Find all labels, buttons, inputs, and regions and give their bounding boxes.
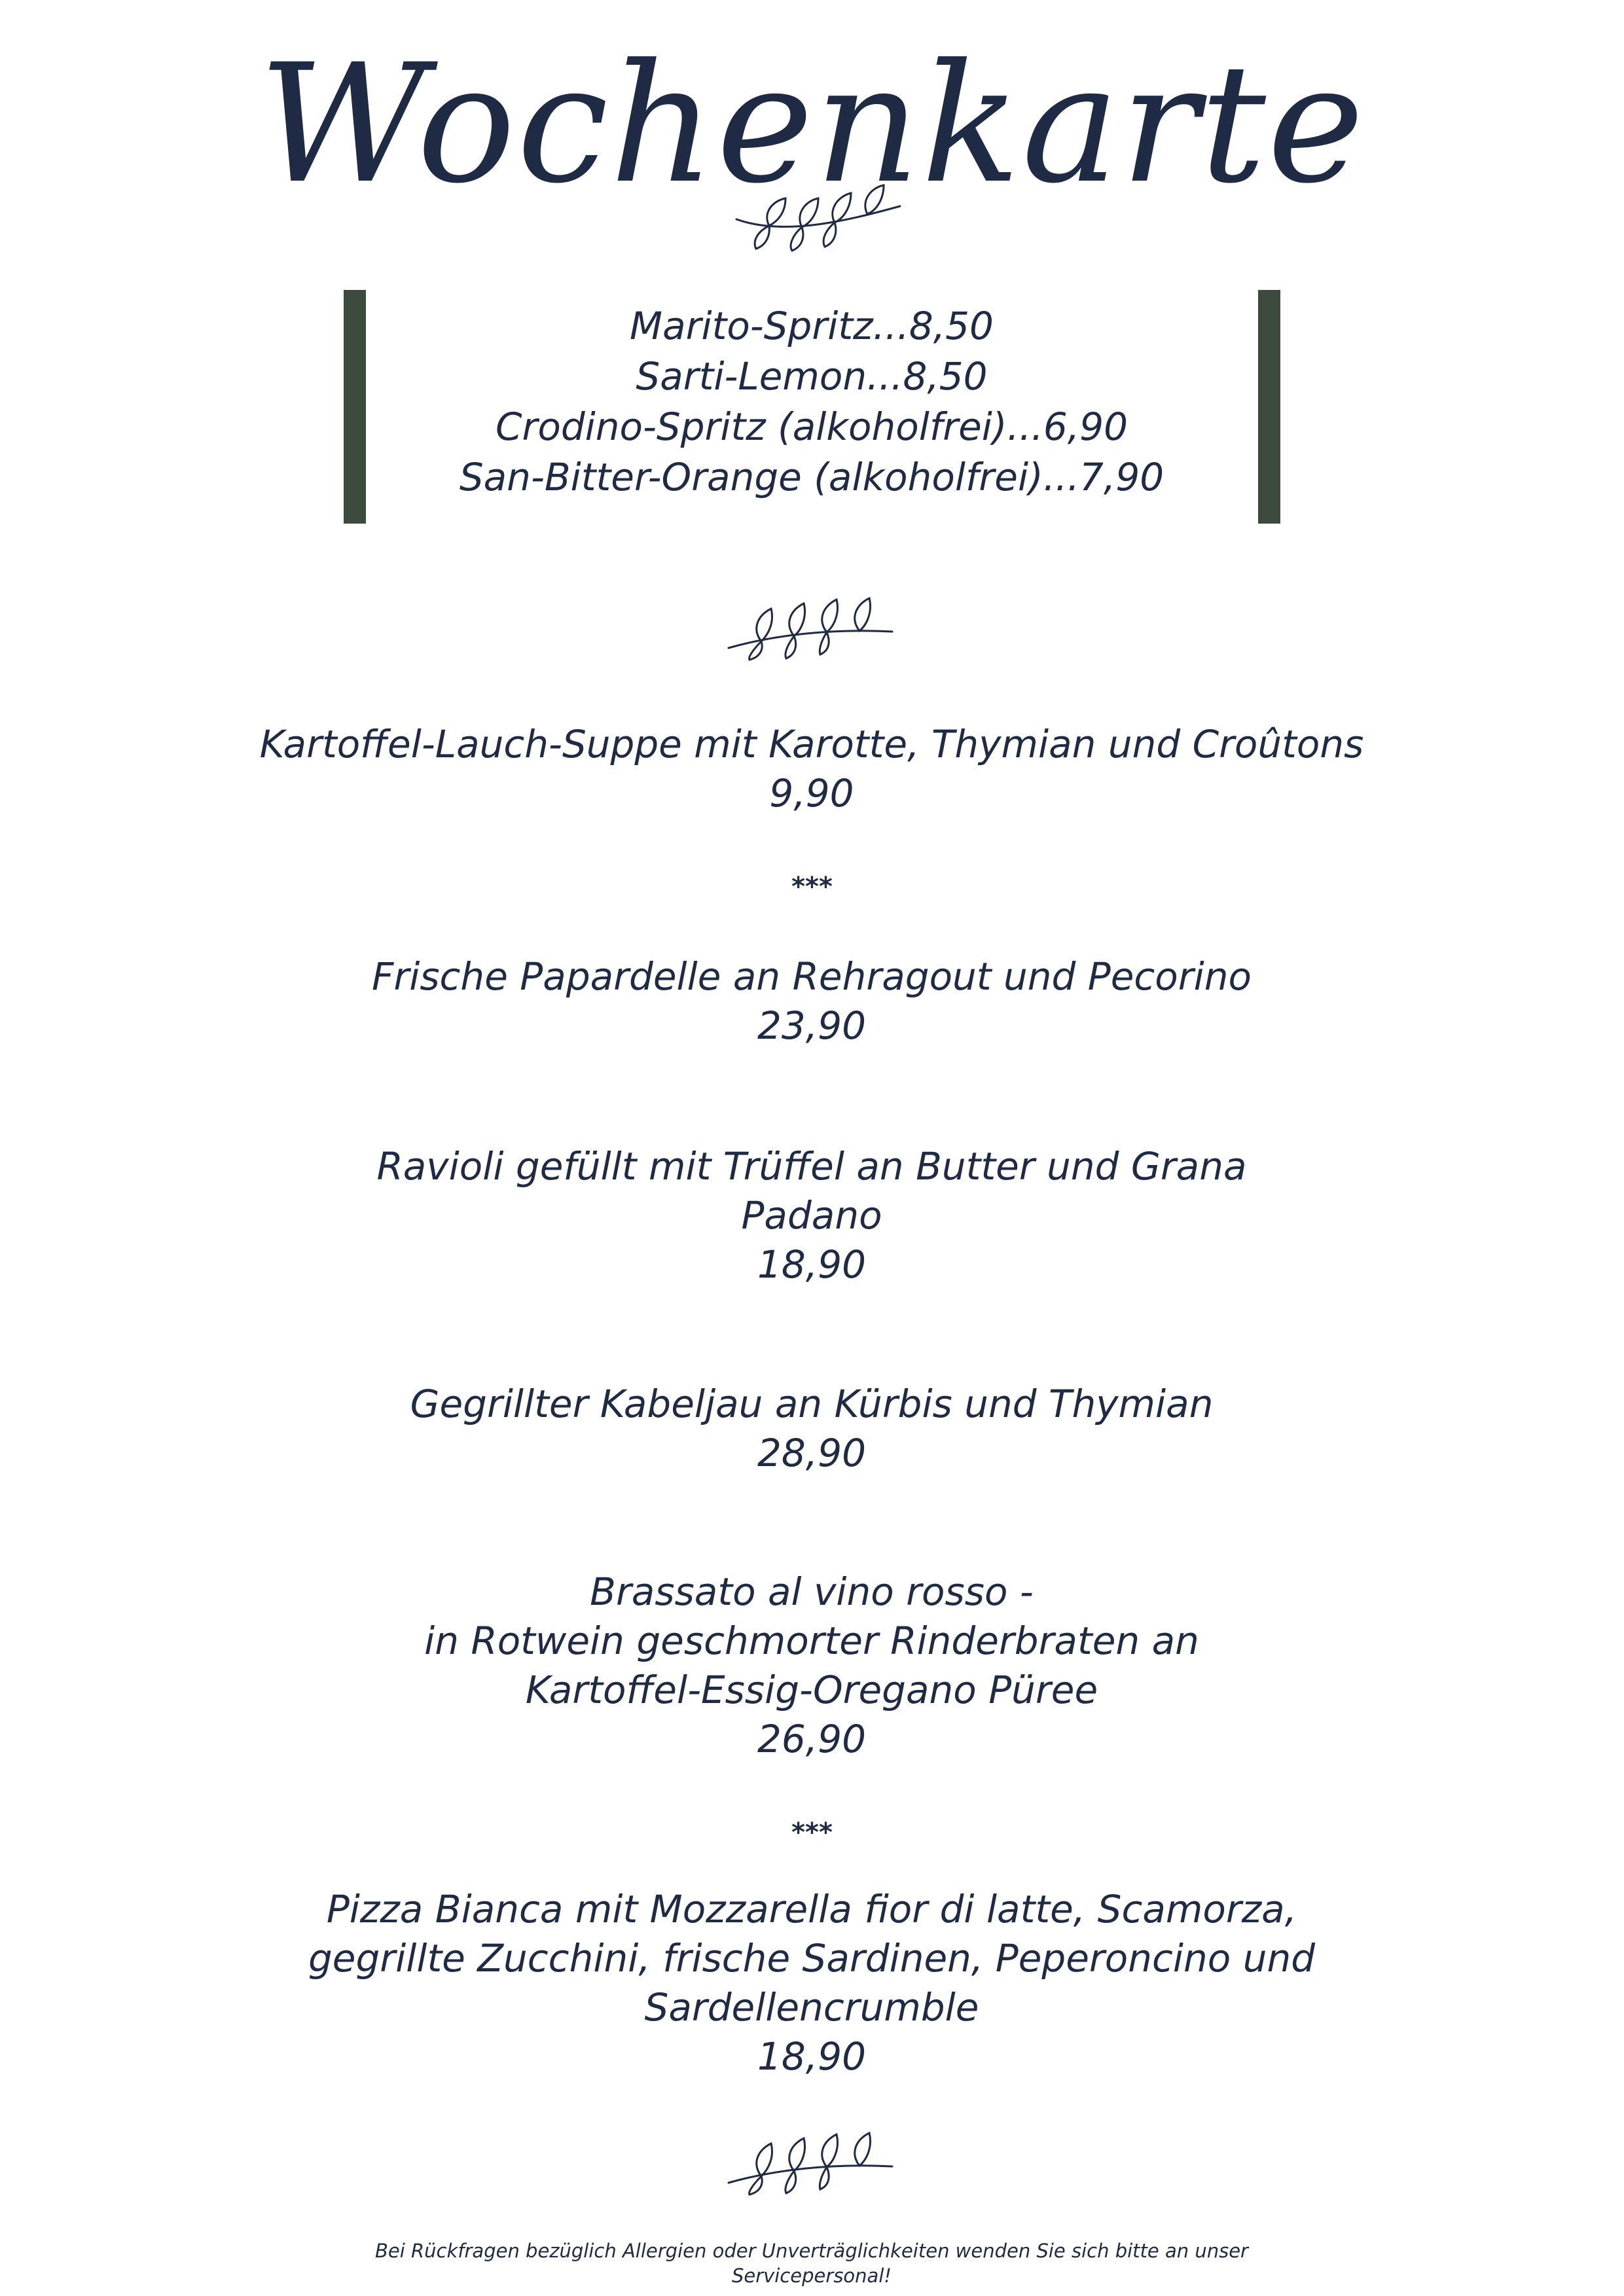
dish-name: Kartoffel-Essig-Oregano Püree <box>525 1668 1098 1712</box>
drinks-list <box>367 301 1257 503</box>
dish-name: Brassato al vino rosso - <box>590 1570 1034 1614</box>
menu-item-ravioli <box>157 1142 1466 1289</box>
page-title: Wochenkarte <box>259 29 1365 219</box>
dish-name: Sardellencrumble <box>644 1985 979 2030</box>
section-separator: *** <box>791 1818 833 1848</box>
dish-price: 18,90 <box>757 2034 867 2079</box>
dish-name: Pizza Bianca mit Mozzarella fior di latte, Scamorza, <box>326 1887 1297 1931</box>
dish-price: 9,90 <box>769 771 854 816</box>
menu-item-brassato <box>157 1568 1466 1764</box>
dish-name: Frische Papardelle an Rehragout und Pecorino <box>372 954 1252 999</box>
drink-item: San-Bitter-Orange (alkoholfrei)...7,90 <box>459 455 1164 499</box>
left-accent-bar <box>344 290 366 524</box>
leaf-sprig-icon <box>722 589 899 661</box>
menu-item-soup <box>157 720 1466 818</box>
dish-name: in Rotwein geschmorter Rinderbraten an <box>424 1619 1199 1663</box>
allergy-note <box>353 2238 1270 2288</box>
dish-name: gegrillte Zucchini, frische Sardinen, Peperoncino und <box>308 1936 1316 1981</box>
dish-price: 23,90 <box>757 1003 867 1048</box>
dish-name: Ravioli gefüllt mit Trüffel an Butter und Grana <box>376 1144 1247 1189</box>
drink-item: Sarti-Lemon...8,50 <box>636 354 988 399</box>
drink-item: Marito-Spritz...8,50 <box>630 304 994 348</box>
menu-item-kabeljau <box>157 1380 1466 1478</box>
dish-name: Padano <box>741 1193 882 1238</box>
dish-name: Gegrillter Kabeljau an Kürbis und Thymian <box>410 1382 1214 1426</box>
menu-item-papardelle <box>157 952 1466 1050</box>
allergy-note-line: Servicepersonal! <box>731 2265 892 2287</box>
dish-price: 18,90 <box>757 1242 867 1287</box>
dish-name: Kartoffel-Lauch-Suppe mit Karotte, Thymian und Croûtons <box>259 722 1364 766</box>
dish-price: 26,90 <box>757 1717 867 1761</box>
right-accent-bar <box>1258 290 1280 524</box>
allergy-note-line: Bei Rückfragen bezüglich Allergien oder Unverträglichkeiten wenden Sie sich bitte an unser <box>375 2240 1248 2262</box>
section-separator: *** <box>791 872 833 902</box>
menu-item-pizza <box>157 1885 1466 2081</box>
dish-price: 28,90 <box>757 1431 867 1475</box>
drink-item: Crodino-Spritz (alkoholfrei)...6,90 <box>495 404 1128 449</box>
leaf-sprig-icon <box>722 2124 899 2196</box>
leaf-sprig-icon <box>730 180 907 252</box>
